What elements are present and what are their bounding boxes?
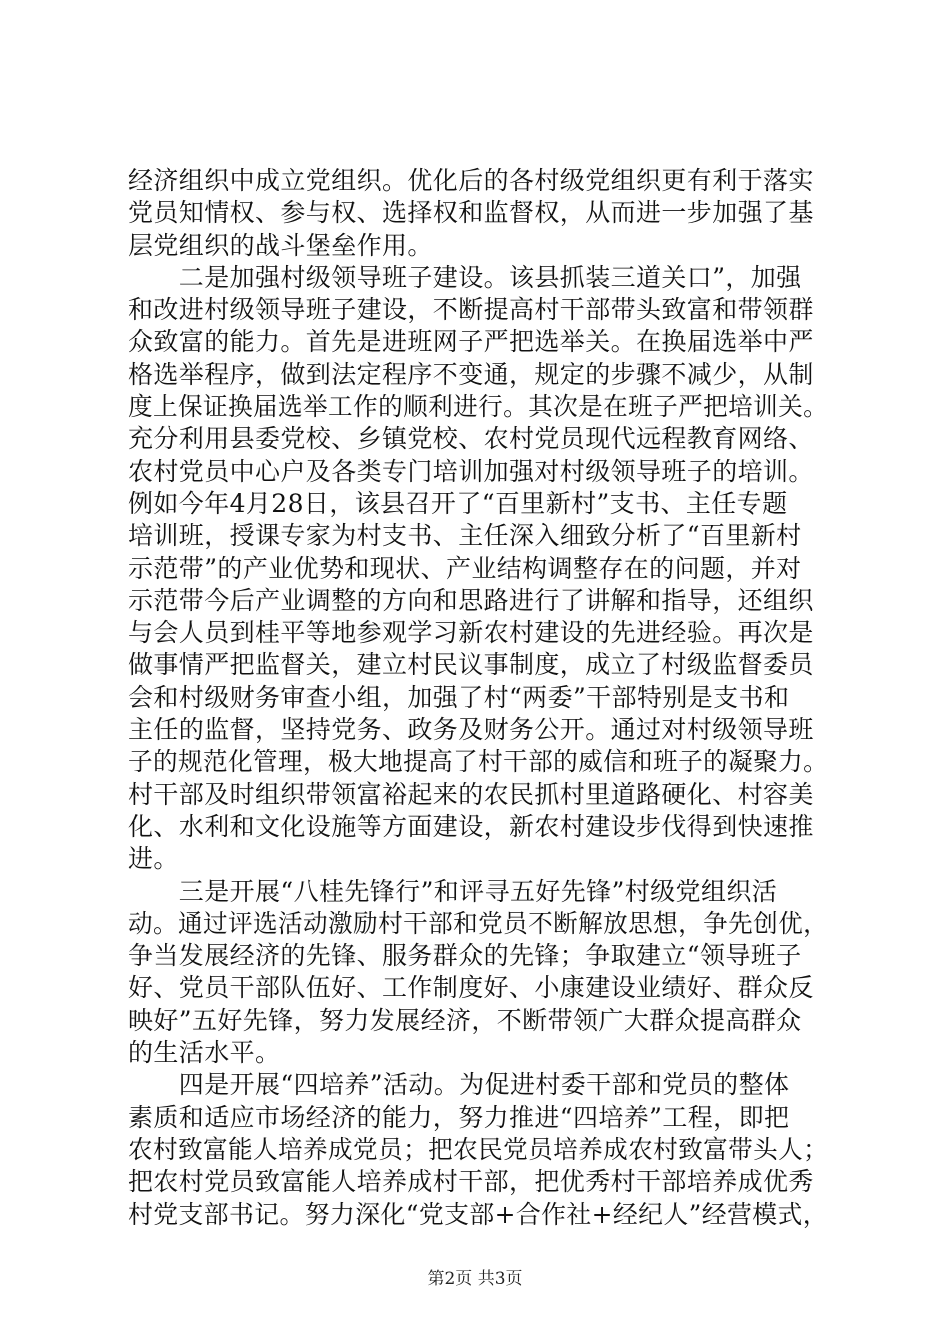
text-line: 四是开展“四培养”活动。为促进村委干部和党员的整体 bbox=[128, 1070, 790, 1100]
text-line: 示范带今后产业调整的方向和思路进行了讲解和指导，还组织 bbox=[128, 585, 814, 615]
text-line: 素质和适应市场经济的能力，努力推进“四培养”工程，即把 bbox=[128, 1102, 790, 1132]
text-line: 村党支部书记。努力深化“党支部+合作社+经纪人”经营模式， bbox=[128, 1199, 829, 1229]
text-line: 主任的监督，坚持党务、政务及财务公开。通过对村级领导班 bbox=[128, 715, 814, 745]
document-body bbox=[128, 165, 828, 1231]
text-line: 动。通过评选活动激励村干部和党员不断解放思想，争先创优， bbox=[128, 908, 829, 938]
text-line: 子的规范化管理，极大地提高了村干部的威信和班子的凝聚力。 bbox=[128, 747, 829, 777]
text-line: 进。 bbox=[128, 844, 179, 874]
text-line: 做事情严把监督关，建立村民议事制度，成立了村级监督委员 bbox=[128, 650, 814, 680]
text-line: 例如今年4月28日，该县召开了“百里新村”支书、主任专题 bbox=[128, 488, 788, 518]
text-line: 把农村党员致富能人培养成村干部，把优秀村干部培养成优秀 bbox=[128, 1167, 814, 1197]
text-line: 好、党员干部队伍好、工作制度好、小康建设业绩好、群众反 bbox=[128, 973, 814, 1003]
text-line: 三是开展“八桂先锋行”和评寻五好先锋”村级党组织活 bbox=[128, 876, 778, 906]
text-line: 与会人员到桂平等地参观学习新农村建设的先进经验。再次是 bbox=[128, 618, 814, 648]
text-line: 度上保证换届选举工作的顺利进行。其次是在班子严把培训关。 bbox=[128, 392, 829, 422]
text-line: 充分利用县委党校、乡镇党校、农村党员现代远程教育网络、 bbox=[128, 424, 814, 454]
text-line: 培训班，授课专家为村支书、主任深入细致分析了“百里新村 bbox=[128, 521, 802, 551]
text-line: 农村党员中心户及各类专门培训加强对村级领导班子的培训。 bbox=[128, 456, 814, 486]
text-line: 的生活水平。 bbox=[128, 1038, 281, 1068]
text-line: 映好”五好先锋，努力发展经济，不断带领广大群众提高群众 bbox=[128, 1005, 802, 1035]
text-line: 示范带”的产业优势和现状、产业结构调整存在的问题，并对 bbox=[128, 553, 802, 583]
text-line: 和改进村级领导班子建设，不断提高村干部带头致富和带领群 bbox=[128, 295, 814, 325]
text-line: 二是加强村级领导班子建设。该县抓装三道关口”，加强 bbox=[128, 262, 802, 292]
text-line: 会和村级财务审查小组，加强了村“两委”干部特别是支书和 bbox=[128, 682, 790, 712]
text-line: 农村致富能人培养成党员；把农民党员培养成农村致富带头人； bbox=[128, 1134, 829, 1164]
text-line: 争当发展经济的先锋、服务群众的先锋；争取建立“领导班子 bbox=[128, 941, 802, 971]
text-line: 层党组织的战斗堡垒作用。 bbox=[128, 230, 433, 260]
text-line: 众致富的能力。首先是进班网子严把选举关。在换届选举中严 bbox=[128, 327, 814, 357]
text-line: 格选举程序，做到法定程序不变通，规定的步骤不减少，从制 bbox=[128, 359, 814, 389]
page-footer: 第2页 共3页 bbox=[427, 1269, 523, 1289]
text-line: 化、水利和文化设施等方面建设，新农村建设步伐得到快速推 bbox=[128, 811, 814, 841]
text-line: 村干部及时组织带领富裕起来的农民抓村里道路硬化、村容美 bbox=[128, 779, 814, 809]
text-line: 经济组织中成立党组织。优化后的各村级党组织更有利于落实 bbox=[128, 166, 814, 195]
text-line: 党员知情权、参与权、选择权和监督权，从而进一步加强了基 bbox=[128, 198, 814, 228]
